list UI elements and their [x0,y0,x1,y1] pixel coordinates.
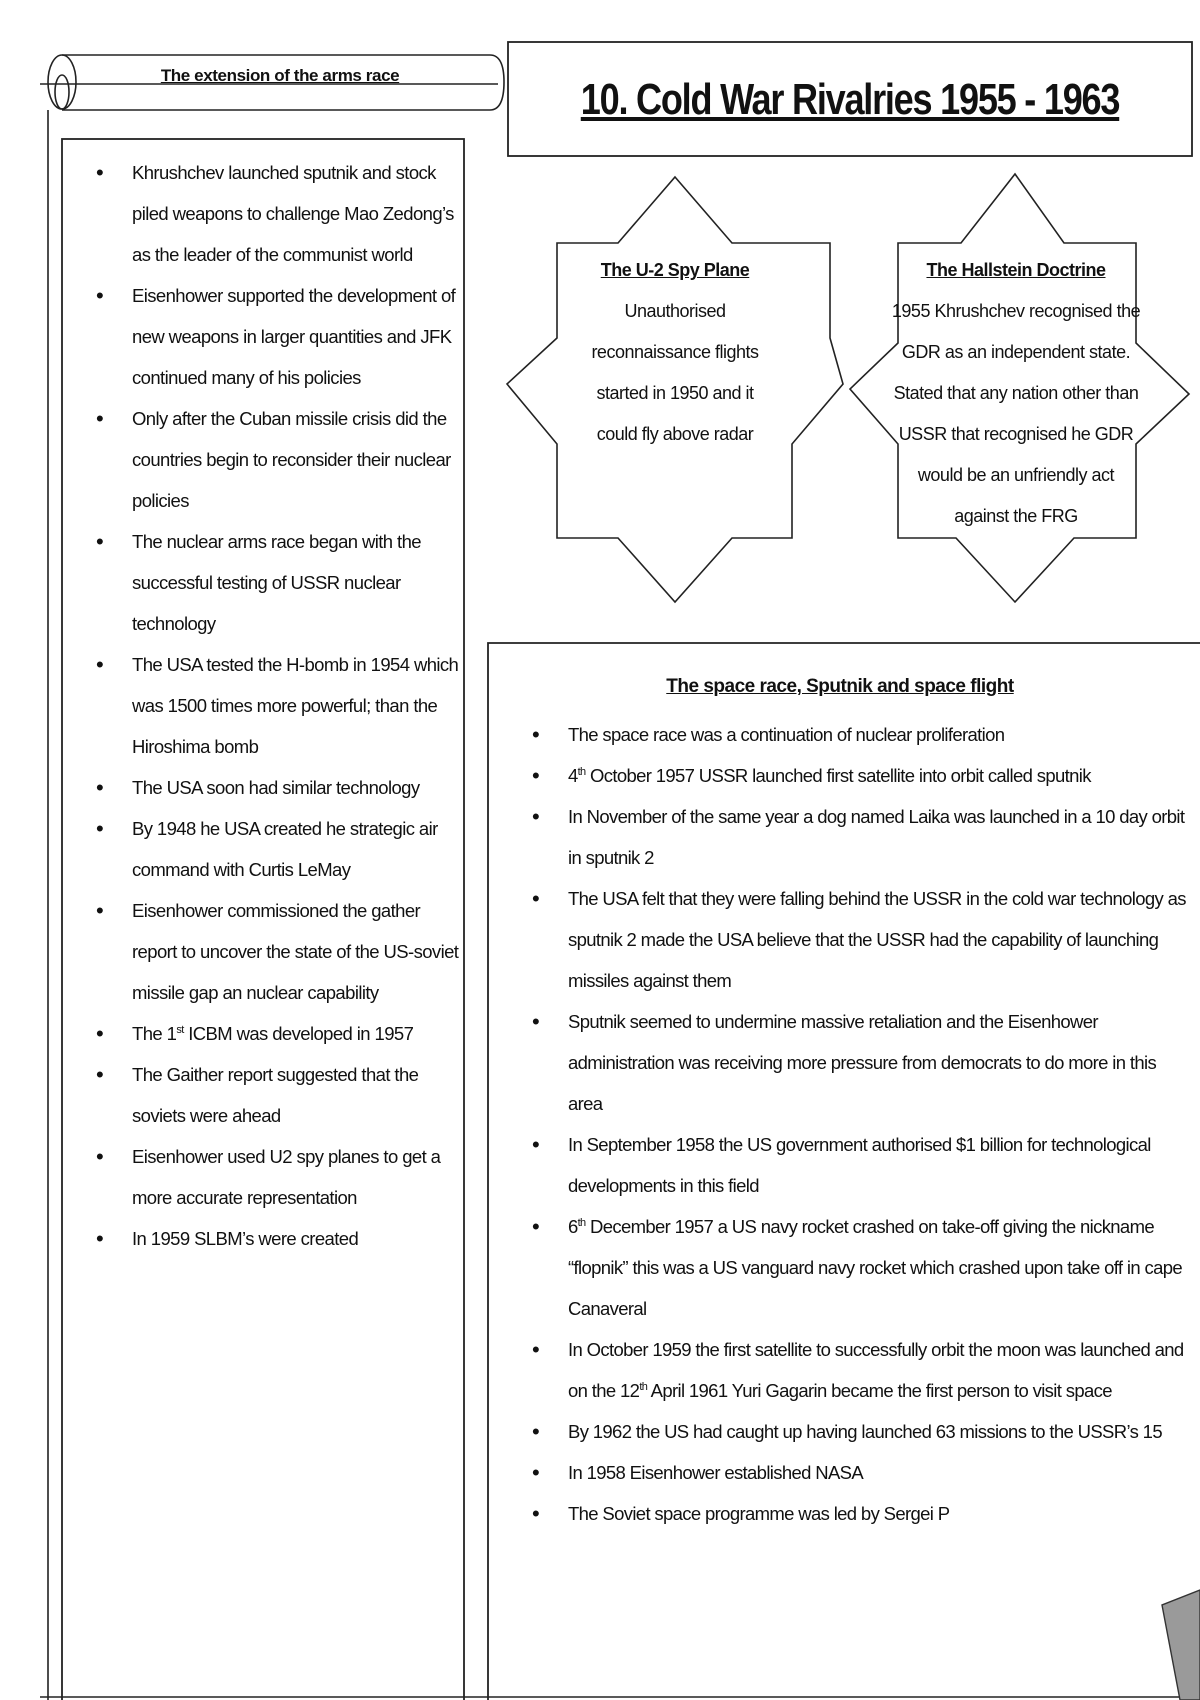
arms-race-heading: The extension of the arms race [160,66,400,85]
item-text: 4 [568,765,578,786]
list-item: • In 1959 SLBM’s were created [92,1218,462,1259]
list-item: • Sputnik seemed to undermine massive retaliation and the Eisenhower administration was receiving more pressure from democrats to do more in this area [528,1001,1188,1124]
list-item: • Eisenhower commissioned the gather report to uncover the state of the US-soviet missile gap an nuclear capability [92,890,462,1013]
u2-panel [572,250,778,455]
space-race-heading: The space race, Sputnik and space flight [666,676,1014,697]
item-text: The 1 [132,1023,177,1044]
ordinal-suffix: th [639,1380,648,1393]
hallstein-line: against the FRG [954,506,1078,526]
hallstein-line: USSR that recognised he GDR [898,424,1134,444]
hallstein-line: would be an unfriendly act [917,465,1115,485]
list-item: • The Soviet space programme was led by Sergei P [528,1493,1188,1534]
u2-line: reconnaissance flights [591,342,759,362]
ordinal-suffix: th [577,765,586,778]
u2-heading: The U-2 Spy Plane [600,260,750,280]
arms-race-list [92,152,462,1259]
space-race-list [528,714,1188,1534]
ordinal-suffix: st [176,1023,184,1036]
item-text: ICBM was developed in 1957 [183,1023,414,1044]
item-text: 6 [568,1216,578,1237]
page-title: 10. Cold War Rivalries 1955 - 1963 [580,75,1120,124]
list-item [528,755,1188,796]
item-text: April 1961 Yuri Gagarin became the first person to visit space [647,1380,1112,1401]
list-item: • In 1958 Eisenhower established NASA [528,1452,1188,1493]
hallstein-line: GDR as an independent state. [901,342,1131,362]
list-item: • The Gaither report suggested that the soviets were ahead [92,1054,462,1136]
list-item: • Eisenhower supported the development of new weapons in larger quantities and JFK continued many of his policies [92,275,462,398]
list-item [92,1013,462,1054]
list-item: • The USA soon had similar technology [92,767,462,808]
hallstein-heading: The Hallstein Doctrine [926,260,1106,280]
list-item: • By 1962 the US had caught up having launched 63 missions to the USSR’s 15 [528,1411,1188,1452]
list-item: • The nuclear arms race began with the successful testing of USSR nuclear technology [92,521,462,644]
u2-line: could fly above radar [596,424,754,444]
list-item: • The USA tested the H-bomb in 1954 which was 1500 times more powerful; than the Hiroshima bomb [92,644,462,767]
u2-line: started in 1950 and it [596,383,754,403]
ordinal-suffix: th [577,1216,586,1229]
u2-line: Unauthorised [624,301,726,321]
list-item: • By 1948 he USA created he strategic air command with Curtis LeMay [92,808,462,890]
list-item [528,1329,1188,1411]
item-text: In October 1959 the first satellite to successfully orbit the moon was launched and on the 12 [568,1339,1184,1401]
list-item [528,1206,1188,1329]
list-item: • Only after the Cuban missile crisis did the countries begin to reconsider their nuclear policies [92,398,462,521]
list-item: • The USA felt that they were falling behind the USSR in the cold war technology as sputnik 2 made the USA believe that the USSR had the capability of launching missiles against them [528,878,1188,1001]
hallstein-panel [888,250,1144,537]
item-text: October 1957 USSR launched first satellite into orbit called sputnik [585,765,1091,786]
list-item: • The space race was a continuation of nuclear proliferation [528,714,1188,755]
list-item: • Khrushchev launched sputnik and stock piled weapons to challenge Mao Zedong’s as the leader of the communist world [92,152,462,275]
list-item: • Eisenhower used U2 spy planes to get a more accurate representation [92,1136,462,1218]
list-item: • In September 1958 the US government authorised $1 billion for technological developments in this field [528,1124,1188,1206]
hallstein-line: Stated that any nation other than [893,383,1139,403]
list-item: • In November of the same year a dog named Laika was launched in a 10 day orbit in sputnik 2 [528,796,1188,878]
hallstein-line: 1955 Khrushchev recognised the [891,301,1141,321]
item-text: December 1957 a US navy rocket crashed on take-off giving the nickname “flopnik” this was a US vanguard navy rocket which crashed upon take off in cape Canaveral [568,1216,1183,1319]
page-curl [1162,1590,1200,1700]
